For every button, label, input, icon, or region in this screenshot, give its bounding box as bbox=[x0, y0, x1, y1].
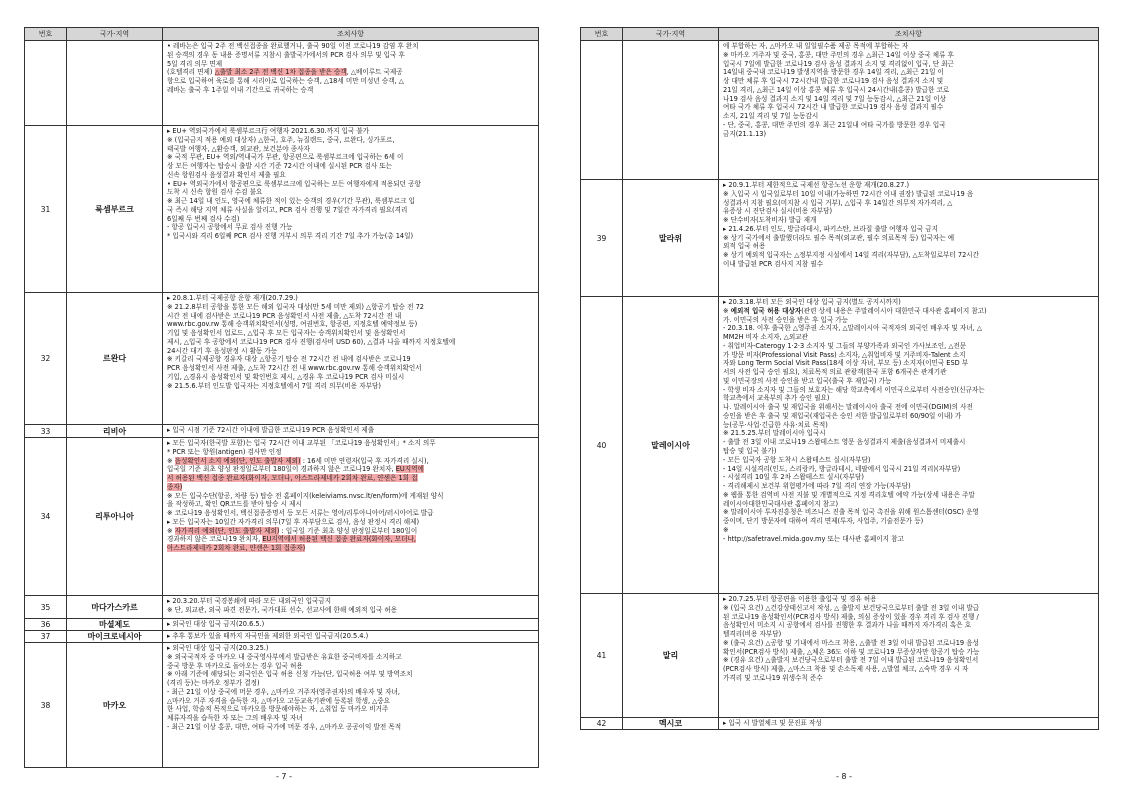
content-line: 시간 전 내에 검사받은 코로나19 PCR 음성확인서 사전 제출, △도착 72시간 전 내 bbox=[167, 311, 402, 320]
row-country: 말리 bbox=[623, 594, 719, 718]
page-number-left: - 7 - bbox=[276, 772, 292, 781]
content-line: ※ 웹플 통한 검역비 사전 지불 및 개별적으로 지정 격리호텔 예약 가능(상세 내용은 주말 bbox=[723, 490, 975, 499]
highlighted-text: 음성확인서 소지 예외(단, 인도 출발자 제외) bbox=[174, 456, 301, 465]
row-country: 리투아니아 bbox=[67, 438, 163, 596]
row-number: 40 bbox=[581, 297, 623, 594]
row-number: 36 bbox=[25, 619, 67, 631]
row-country: 마다가스카르 bbox=[67, 596, 163, 619]
content-line: MM2H 비자 소지자, △외교관 bbox=[723, 333, 808, 342]
content-line: 서의 사전 입국 승인 필요), 치료목적 의료 관광객(한국 포함 6개국은 관계기관 bbox=[723, 368, 947, 377]
content-text: 입국일 기준 최초 양성 판정일로부터 180일이 경과하지 않은 코로나19 완치자, bbox=[167, 465, 396, 474]
row-country: 르완다 bbox=[67, 293, 163, 425]
row-number: 34 bbox=[25, 438, 67, 596]
content-line bbox=[167, 527, 535, 536]
content-line: 및 이민국장의 사전 승인을 받고 입국(출국 후 재입국) 가능 bbox=[723, 376, 892, 385]
row-country bbox=[623, 41, 719, 180]
content-line: - 단, 중국, 홍콩, 대만 주민의 경우 최근 21일내 여타 국가를 방문한 경우 입국 bbox=[723, 120, 946, 129]
highlighted-text: 서 허용된 백신 접종 완료자(화이자, 모더나, 아스트라제네카 2회차 완료, 얀센은 1회 접 bbox=[167, 474, 418, 483]
content-line: 기입, △경유시 음성확인서 및 확인번호 제시, △경유 후 코로나19 PCR 검사 미실시 bbox=[167, 372, 405, 381]
content-line: ※ 마카오 거주자 및 중국, 홍콩, 대만 주민의 경우 △최근 14일 이상 중국 체류 후 bbox=[723, 50, 954, 59]
table-row bbox=[581, 718, 1099, 730]
content-line: ▸ 외국인 대상 입국 금지(20.3.25.) bbox=[167, 644, 269, 652]
content-line: 자와 Long Term Social Visit Pass(18세 이상 자녀, 부모 등) 소지자(이민국 ESD 부 bbox=[723, 359, 969, 368]
content-line: 중국 방문 후 마카오로 돌아오는 경우 입국 허용 bbox=[167, 661, 303, 670]
content-line: ※ 아래 기준에 해당되는 외국인은 입국 허용 신청 가능(단, 입국허용 여부 및 방역조치 bbox=[167, 670, 413, 679]
content-line bbox=[167, 483, 535, 492]
content-line: 상 대만 체류 후 입국시 72시간내 발급한 코로나19 검사 음성 결과지 소지 및 bbox=[723, 77, 944, 86]
highlighted-text: EU지역에서 허용된 백신 접종 완료자(화이자, 모더나, bbox=[262, 535, 416, 544]
row-country: 마셜제도 bbox=[67, 619, 163, 631]
content-line: ※ 상기 예외적 입국자는 △정부지정 시설에서 14일 격리(자부담), △도착일로부터 72시간 bbox=[723, 251, 980, 260]
content-line: - 격리해제시 보건부 위험평가에 따라 7일 격리 연장 가능(자부담) bbox=[723, 482, 911, 491]
row-number: 41 bbox=[581, 594, 623, 718]
table-row bbox=[581, 594, 1099, 718]
table-body-left bbox=[25, 41, 539, 768]
content-line: 승인을 받은 후 출국 및 재입국(재입국은 승인 서한 발급일로부터 60/90일 이내) 가 bbox=[723, 411, 962, 420]
row-content bbox=[163, 631, 539, 643]
highlighted-text: 자가격리 예외(단, 인도 출발자 제외) bbox=[174, 526, 280, 535]
row-country: 마이크로네시아 bbox=[67, 631, 163, 643]
row-number: 35 bbox=[25, 596, 67, 619]
row-number: 38 bbox=[25, 643, 67, 768]
row-country: 말레이시아 bbox=[623, 297, 719, 594]
table-row bbox=[25, 596, 539, 619]
table-row bbox=[25, 643, 539, 768]
content-line: 유증상 시 진단검사 실시(비용 자부담) bbox=[723, 207, 833, 216]
content-line bbox=[167, 544, 535, 553]
content-line: - 시설격리 10일 후 2차 스왑테스트 실시(자부담) bbox=[723, 473, 864, 482]
row-number: 37 bbox=[25, 631, 67, 643]
row-country: 마카오 bbox=[67, 643, 163, 768]
content-line: 태국발 여행자, △환승객, 외교관, 보건분야 종사자 bbox=[167, 144, 310, 153]
content-line: ※ 코로나19 음성확인서, 백신접종증명서 등 모든 서류는 영어/리투아니아어/러시아어로 발급 bbox=[167, 509, 434, 518]
content-line: - 최근 21일 이상 홍콩, 대만, 여타 국가에 머문 경우, △마카오 공공이익 발전 목적 bbox=[167, 722, 402, 731]
content-line: ▸ 20.8.1.부터 국제공항 운항 재개(20.7.29.) bbox=[167, 294, 298, 302]
content-line: (격리 등)는 마카오 정부가 결정) bbox=[167, 679, 260, 688]
content-line: - 모든 입국자 공항 도착시 스왑테스트 실시(자부담) bbox=[723, 455, 871, 464]
row-country: 멕시코 bbox=[623, 718, 719, 730]
content-line: ▸ 21.4.26.부터 인도, 방글라데시, 파키스탄, 브라질 출발 여행자 입국 금지 bbox=[723, 224, 938, 233]
table-header-row bbox=[581, 28, 1099, 41]
table-row bbox=[581, 180, 1099, 297]
row-content bbox=[719, 594, 1099, 718]
row-content bbox=[163, 438, 539, 596]
content-line: ▸ 모든 입국자는 10일간 자가격리 의무(7일 후 자부담으로 검사, 음성 판정시 격리 해제) bbox=[167, 517, 420, 526]
row-number: 32 bbox=[25, 293, 67, 425]
content-line: ▸ 모든 입국자(한국발 포함)는 입국 72시간 이내 교부된 「코로나19 음성확인서」* 소지 의무 bbox=[167, 439, 436, 447]
measures-table-right bbox=[580, 27, 1099, 730]
content-line: 가 방문 비자(Professional Visit Pass) 소지자, △취업비자 및 거주비자-Talent 소지 bbox=[723, 350, 966, 359]
content-line: * 입국시와 격리 6일째 PCR 검사 진행 거부시 의무 격리 기간 7일 추가 가능(총 14일) bbox=[167, 232, 414, 241]
table-row bbox=[25, 41, 539, 126]
content-line: ※ (입국 요건) △건강상태신고서 작성, △ 출발지 보건당국으로부터 출발 전 3일 이내 발급 bbox=[723, 603, 980, 612]
header-content: 조치사항 bbox=[163, 28, 539, 41]
content-line: ※ 외국국적자 중 마카오 내 중국영사부에서 발급받은 유효한 중국비자를 소지하고 bbox=[167, 652, 402, 661]
content-line: - http://safetravel.mida.gov.my 또는 대사관 홈페이지 참고 bbox=[723, 534, 904, 543]
content-line: ▸ 외국인 대상 입국 금지(20.6.5.) bbox=[167, 620, 265, 628]
row-content bbox=[163, 643, 539, 768]
row-number bbox=[581, 41, 623, 180]
content-line: ▸ 20.7.25.부터 항공편을 이용한 출입국 및 경유 허용 bbox=[723, 595, 877, 603]
content-line: ※ 21.5.6.부터 인도발 입국자는 지정호텔에서 7일 격리 의무(비용 자부담) bbox=[167, 381, 381, 390]
content-line: - 최근 21일 이상 중국에 머문 경우, △마카오 거주자(영주권자)의 배우자 및 자녀, bbox=[167, 687, 400, 696]
row-country: 룩셈부르크 bbox=[67, 126, 163, 293]
content-line: 레이시아대한민국대사관 홈페이지 참고) bbox=[723, 499, 839, 508]
content-line: 가격리 및 코로나19 위생수칙 준수 bbox=[723, 673, 823, 682]
content-line: PCR 음성확인서 사전 제출, △도착 72시간 전 내 www.rbc.gov.rw 통해 승객위치확인서 bbox=[167, 364, 422, 373]
header-country: 국가·지역 bbox=[67, 28, 163, 41]
table-row bbox=[25, 126, 539, 293]
content-line: ※ 21.5.25.부터 말레이시아 입국시 bbox=[723, 429, 826, 438]
content-line: 체류자격을 습득한 자 또는 그의 배우자 및 자녀 bbox=[167, 714, 303, 723]
content-text: : 입국일 기준 최초 양성 판정일로부터 180일이 bbox=[279, 526, 418, 535]
page-right bbox=[580, 27, 1099, 730]
row-content bbox=[163, 293, 539, 425]
row-country bbox=[67, 41, 163, 126]
content-line: - 14일 시설격리(인도, 스리랑카, 방글라데시, 네팔에서 입국시 21일 격리)(자부담) bbox=[723, 464, 961, 473]
row-content bbox=[719, 718, 1099, 730]
content-text: , △베이루트 국제공 bbox=[346, 68, 403, 77]
content-line: ※ (출국 요건) △공항 및 기내에서 마스크 착용, △출발 전 3일 이내 발급된 코로나19 음성 bbox=[723, 638, 979, 647]
content-line: 5일 격리 의무 면제 bbox=[167, 59, 223, 68]
content-line: ※ 상기 국가에서 출발했더라도 필수 목적(외교관, 필수 의료목적 등) 입국자는 예 bbox=[723, 233, 955, 242]
content-line: 음성확인서 미소지 시 공항에서 검사를 진행한 후 결과가 나올 때까지 자가격리 혹은 호 bbox=[723, 621, 972, 630]
content-line: ※ 키갈리 국제공항 경유자 대상 △항공기 탑승 전 72시간 전 내에 검사받은 코로나19 bbox=[167, 355, 411, 364]
content-line: 한 사업, 학술적 목적으로 마카오를 방문해야하는 자, △취업 등 마카오 비거주 bbox=[167, 705, 389, 714]
content-line: ※ 21.2.8부터 공항을 통한 모든 해외 입국자 대상(만 5세 미만 제외) △항공기 탑승 전 72 bbox=[167, 302, 424, 311]
content-line: www.rbc.gov.rw 통해 승객위치확인서(성명, 여권번호, 항공편, 지정호텔 예약정보 등) bbox=[167, 320, 418, 329]
header-num: 번호 bbox=[25, 28, 67, 41]
content-line: 24시간 대기 후 음성판정 시 활동 가능 bbox=[167, 346, 278, 355]
content-line: ▸ 20.3.18.부터 모든 외국인 대상 입국 금지(별도 공지시까지) bbox=[723, 298, 901, 306]
content-text: (호텔격리 면제) bbox=[167, 68, 215, 77]
row-content bbox=[163, 596, 539, 619]
table-row bbox=[25, 293, 539, 425]
content-line: • 레바논은 입국 2주 전 백신접종을 완료했거나, 출국 90일 이전 코로나19 감염 후 완치 bbox=[167, 42, 419, 50]
header-content: 조치사항 bbox=[719, 28, 1099, 41]
content-line bbox=[167, 465, 535, 474]
page-left bbox=[24, 27, 539, 768]
content-line bbox=[167, 474, 535, 483]
content-line: 외적 입국 허용 bbox=[723, 242, 766, 251]
row-content bbox=[719, 180, 1099, 297]
highlighted-text: △출발 최소 2주 전 백신 1차 접종을 받은 승객 bbox=[214, 68, 347, 77]
row-content bbox=[719, 41, 1099, 180]
row-content bbox=[163, 126, 539, 293]
content-line: 입국시 7일에 발급한 코로나19 검사 음성 결과지 소지 및 격리없이 입국, 단 최근 bbox=[723, 59, 954, 68]
content-text: ※ bbox=[167, 526, 175, 535]
content-line: ※ 入입국 시 입국일로부터 10일 이내(가능하면 72시간 이내 권장) 발급된 코로나19 음 bbox=[723, 189, 974, 198]
content-line: 능(공무·사업·긴급한 사유·치료 목적) bbox=[723, 420, 828, 429]
row-content bbox=[163, 619, 539, 631]
content-line: - 출발 전 3일 이내 코로나19 스왑테스트 영문 음성결과지 제출(음성결과서 미제출시 bbox=[723, 438, 966, 447]
content-line: 성결과서 지참 필요(미지참 시 입국 거부), △입국 후 14일간 의무적 자가격리, △ bbox=[723, 198, 953, 207]
content-line: ※ 단, 외교관, 외국 파견 전문가, 국가대표 선수, 선교사에 한해 예외적 입국 허용 bbox=[167, 605, 398, 614]
page-number-right: - 8 - bbox=[836, 772, 852, 781]
content-line: 도착 시 신속 항원 검사 수검 불요 bbox=[167, 188, 263, 197]
table-row bbox=[25, 438, 539, 596]
content-line: 14일내 중국내 코로나19 발생지역을 방문한 경우 14일 격리, △최근 21일 이 bbox=[723, 68, 944, 77]
table-row bbox=[25, 619, 539, 631]
content-line: 나. 말레이시아 출국 및 재입국을 위해서는 말레이시아 출국 전에 이민국(DGIM)의 사전 bbox=[723, 403, 973, 412]
content-line: - 항공 입국시 공항에서 무료 검사 진행 가능 bbox=[167, 223, 293, 232]
content-line: - 취업비자-Caterogy 1·2·3 소지자 및 그들의 부양가족과 외국인 가사보조인, △전문 bbox=[723, 341, 967, 350]
content-line: 제시, △입국 후 공항에서 코로나19 PCR 검사 진행(검사비 USD 60), △결과 나올 때까지 지정호텔에 bbox=[167, 337, 456, 346]
content-line: ※ 말레이시아 투자진흥청은 비즈니스 진출 목적 입국 촉진을 위해 원스톱센터(OSC) 운영 bbox=[723, 508, 979, 517]
content-line: ※ 최근 14일 내 인도, 영국에 체류한 적이 있는 승객의 경우(기간 무관), 룩셈부르크 입 bbox=[167, 197, 415, 206]
content-line: 학교측에서 교육부의 추가 승인 필요) bbox=[723, 394, 830, 403]
table-row bbox=[25, 425, 539, 438]
content-line: 소지, 21일 격리 및 7일 능동감시 bbox=[723, 112, 819, 121]
content-line: 금지(21.1.13) bbox=[723, 129, 767, 138]
content-line: 텔격리(비용 자부담) bbox=[723, 630, 782, 639]
content-text: (관련 상세 내용은 주말레이시아 대한민국 대사관 홈페이지 참고) bbox=[801, 306, 987, 315]
content-line: ▸ 입국 시 발열체크 및 문진표 작성 bbox=[723, 719, 822, 727]
content-line: ※ bbox=[723, 525, 729, 534]
content-line: ▸ EU+ 역외국가에서 룩셈부르크行 여행자 2021.6.30.까지 입국 불가 bbox=[167, 127, 370, 135]
content-text: 예외적 입국 허용 대상자 bbox=[730, 306, 802, 315]
content-line: 중이며, 단기 방문자에 대하여 격리 면제(투자, 사업주, 기술전문가 등) bbox=[723, 517, 924, 526]
header-country: 국가·지역 bbox=[623, 28, 719, 41]
row-number: 42 bbox=[581, 718, 623, 730]
content-line bbox=[167, 68, 535, 77]
content-line: 가. 이민국의 사전 승인을 받은 후 입국 가능 bbox=[723, 315, 849, 324]
content-line: ※ (경유 요건) △출발지 보건당국으로부터 출발 전 7일 이내 발급된 코로나19 음성확인서 bbox=[723, 656, 979, 665]
row-country: 말라위 bbox=[623, 180, 719, 297]
row-number: 31 bbox=[25, 126, 67, 293]
row-number: 33 bbox=[25, 425, 67, 438]
table-header-row bbox=[25, 28, 539, 41]
highlighted-text: EU지역에 bbox=[395, 465, 424, 474]
content-line: 신속 항원검사 음성결과 확인서 제출 필요 bbox=[167, 170, 286, 179]
content-line: 상 모든 여행자는 탑승시 출발 시간 기준 72시간 이내에 실시된 PCR 검사 또는 bbox=[167, 162, 393, 171]
row-number: 39 bbox=[581, 180, 623, 297]
content-line: ▸ 입국 시점 기준 72시간 이내에 발급한 코로나19 PCR 음성확인서 제출 bbox=[167, 426, 375, 434]
content-line: 이내 발급된 PCR 검사지 지참 필수 bbox=[723, 259, 824, 268]
content-line: 나19 검사 음성 결과지 소지 및 14일 격리 및 7일 능동감시, △최근 21일 이상 bbox=[723, 94, 947, 103]
content-line: 을 작성하고, 확인 QR코드를 받아 탑승 시 제시 bbox=[167, 500, 302, 509]
content-line: - 20.3.18. 이후 출국한 △영주권 소지자, △말레이시아 국적자의 외국인 배우자 및 자녀, △ bbox=[723, 324, 982, 333]
table-row bbox=[581, 297, 1099, 594]
content-line bbox=[723, 307, 1095, 316]
content-line bbox=[167, 535, 535, 544]
content-line: * PCR 또는 항원(antigen) 검사만 인정 bbox=[167, 447, 282, 456]
content-line: 21일 격리, △최근 14일 이상 홍콩 체류 후 입국시 24시간내(홍콩) 발급한 코로 bbox=[723, 85, 950, 94]
content-line: (PCR검사 방식) 제출, △마스크 착용 및 손소독제 사용, △발열 체크, △숙박 경우 시 자 bbox=[723, 665, 969, 674]
content-line: △마카오 거주 자격을 습득한 자, △마카오 고등교육기관에 등록된 학생, △중요 bbox=[167, 696, 390, 705]
content-line bbox=[167, 457, 535, 466]
measures-table-left bbox=[24, 27, 539, 768]
content-line: 된 코로나19 음성확인서(PCR검사 방식) 제출, 의심 증상이 있을 경우 격리 후 검사 진행 / bbox=[723, 612, 979, 621]
highlighted-text: 종자) bbox=[167, 482, 183, 491]
table-body-right bbox=[581, 41, 1099, 730]
table-row bbox=[581, 41, 1099, 180]
row-content bbox=[163, 425, 539, 438]
content-line: ※ 국적 무관, EU+ 역외/역내국가 무관, 항공편으로 룩셈부르크에 입국하는 6세 이 bbox=[167, 153, 404, 162]
content-line: 레바논 출국 후 1주일 이내 기간으로 귀국하는 승객 bbox=[167, 85, 314, 94]
content-line: • EU+ 역외국가에서 항공편으로 룩셈부르크에 입국하는 모든 여행자에게 적용되던 공항 bbox=[167, 179, 421, 188]
content-line: ▸ 20.9.1.부터 제한적으로 국제선 항공노선 운항 재개(20.8.27.) bbox=[723, 181, 910, 189]
content-text: : 16세 미만 연령자(입국 후 자가격리 실시), bbox=[300, 456, 429, 465]
content-text: ※ bbox=[723, 306, 731, 315]
content-line: 항으로 입국하여 육로를 통해 시리아로 입국하는 승객, △18세 미만 미성년 승객, △ bbox=[167, 77, 404, 86]
content-line: ※ 단수비자(도착비자) 발급 재개 bbox=[723, 216, 817, 225]
content-line: ▸ 추후 통보가 있을 때까지 자국민을 제외한 외국인 입국금지(20.5.4.) bbox=[167, 632, 369, 640]
header-num: 번호 bbox=[581, 28, 623, 41]
row-country: 리비아 bbox=[67, 425, 163, 438]
row-content bbox=[163, 41, 539, 126]
content-line: ▸ 20.3.20.부터 국경봉쇄에 따라 모든 내외국인 입국금지 bbox=[167, 597, 332, 605]
content-line: ※ (입국금지 적용 예외 대상자) △한국, 호주, 뉴질랜드, 중국, 르완다, 싱가포르, bbox=[167, 135, 395, 144]
content-text: 경과하지 않은 코로나19 완치자, bbox=[167, 535, 263, 544]
content-line: 확인서(PCR검사 방식) 제출, △체온 36도 이하 및 코로나19 무증상자만 항공기 탑승 가능 bbox=[723, 647, 980, 656]
row-content bbox=[719, 297, 1099, 594]
content-line: 국 즉시 해당 지역 체류 사실을 알리고, PCR 검사 진행 및 7일간 자가격리 필요(격리 bbox=[167, 205, 408, 214]
content-line: ※ 모든 입국수단(항공, 차량 등) 탑승 전 홈페이지(keleiviams.nvsc.lt/en/form)에 게재된 양식 bbox=[167, 491, 444, 500]
content-line: 기입 및 음성확인서 업로드, △입국 후 모든 입국자는 승객위치확인서 및 음성확인서 bbox=[167, 329, 406, 338]
table-row bbox=[25, 631, 539, 643]
highlighted-text: 아스트라제네카 2회차 완료, 얀센은 1회 접종자) bbox=[167, 544, 306, 553]
content-text: ※ bbox=[167, 456, 175, 465]
content-line: 된 승객의 경우 동 내용 증명서류 지참시 출발국가에서의 PCR 검사 의무 및 입국 후 bbox=[167, 50, 405, 59]
content-line: 에 부합하는 자, △마카오 내 일일필수품 제공 목적에 부합하는 자 bbox=[723, 42, 909, 50]
content-line: 여타 국가 체류 후 입국시 72시간 내 발급한 코로나19 검사 음성 결과지 필수 bbox=[723, 103, 944, 112]
row-number bbox=[25, 41, 67, 126]
content-line: - 학생 비자 소지자 및 그들의 보호자는 해당 학교측에서 이민국으로부터 사전승인(신규자는 bbox=[723, 385, 985, 394]
content-line: 탑승 및 입국 불가) bbox=[723, 447, 777, 456]
content-line: 6일째 두 번째 검사 수검) bbox=[167, 214, 240, 223]
